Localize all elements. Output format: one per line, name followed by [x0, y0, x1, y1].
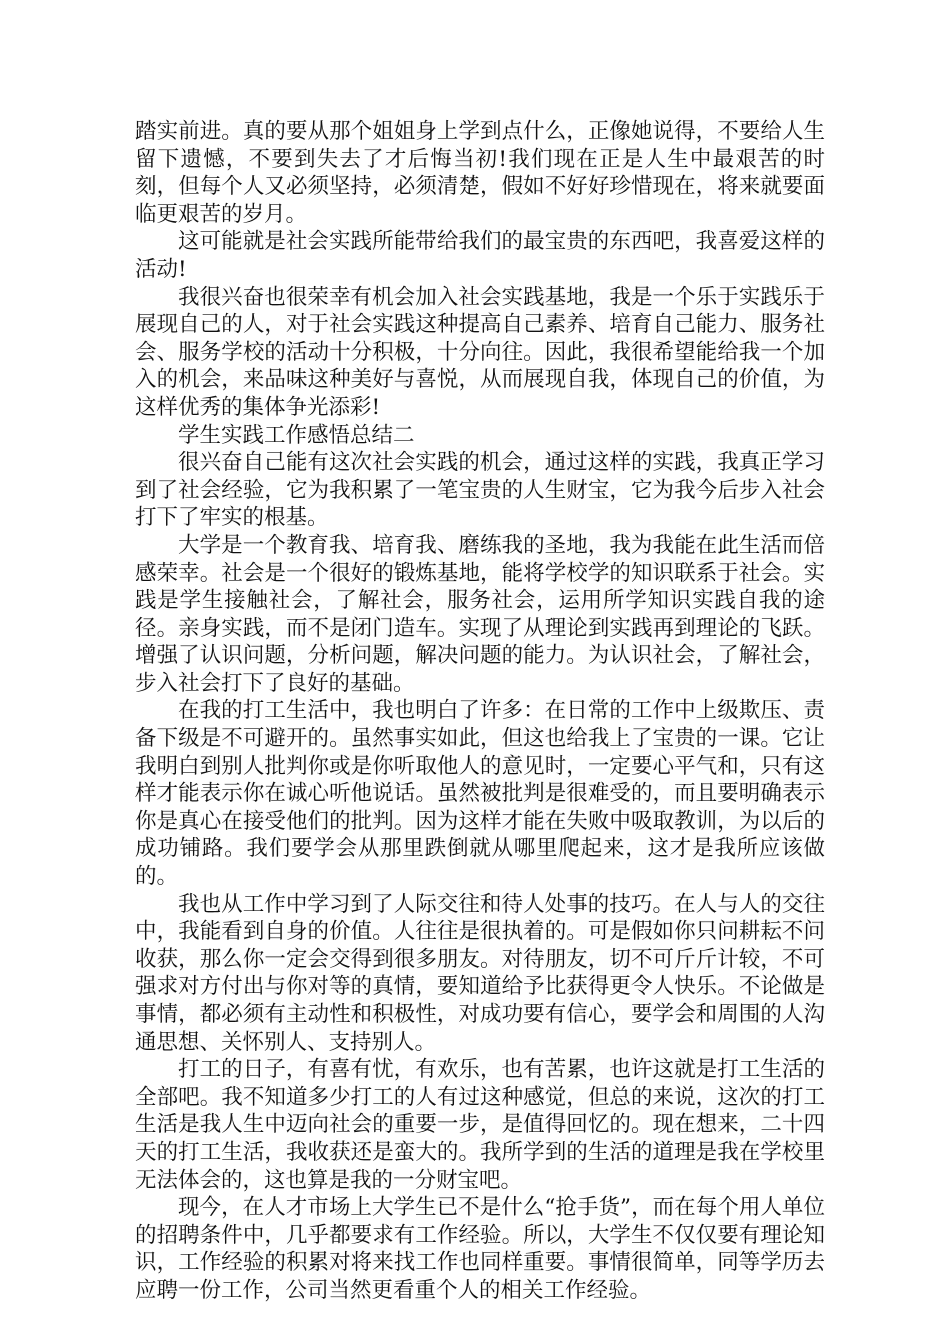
paragraph-10: 现今，在人才市场上大学生已不是什么“抢手货”，而在每个用人单位的招聘条件中，几乎都要求有工作经验。所以，大学生不仅仅要有理论知识，工作经验的积累对将来找工作也同样重要。事情很简单，同等学历去应聘一份工作，公司当然更看重个人的相关工作经验。 — [135, 1195, 825, 1303]
paragraph-7: 在我的打工生活中，我也明白了许多：在日常的工作中上级欺压、责备下级是不可避开的。虽然事实如此，但这也给我上了宝贵的一课。它让我明白到别人批判你或是你听取他人的意见时，一定要心平气和，只有这样才能表示你在诚心听他说话。虽然被批判是很难受的，而且要明确表示你是真心在接受他们的批判。因为这样才能在失败中吸取教训，为以后的成功铺路。我们要学会从那里跌倒就从哪里爬起来，这才是我所应该做的。 — [135, 698, 825, 890]
paragraph-9: 打工的日子，有喜有忧，有欢乐，也有苦累，也许这就是打工生活的全部吧。我不知道多少打工的人有过这种感觉，但总的来说，这次的打工生活是我人生中迈向社会的重要一步，是值得回忆的。现在想来，二十四天的打工生活，我收获还是蛮大的。我所学到的生活的道理是我在学校里无法体会的，这也算是我的一分财宝吧。 — [135, 1057, 825, 1193]
paragraph-1: 踏实前进。真的要从那个姐姐身上学到点什么，正像她说得，不要给人生留下遗憾，不要到失去了才后悔当初!我们现在正是人生中最艰苦的时刻，但每个人又必须坚持，必须清楚，假如不好好珍惜现在，将来就要面临更艰苦的岁月。 — [135, 119, 825, 227]
paragraph-5: 很兴奋自己能有这次社会实践的机会，通过这样的实践，我真正学习到了社会经验，它为我积累了一笔宝贵的人生财宝，它为我今后步入社会打下了牢实的根基。 — [135, 450, 825, 531]
section-heading: 学生实践工作感悟总结二 — [178, 422, 415, 448]
paragraph-6: 大学是一个教育我、培育我、磨练我的圣地，我为我能在此生活而倍感荣幸。社会是一个很好的锻炼基地，能将学校学的知识联系于社会。实践是学生接触社会，了解社会，服务社会，运用所学知识实践自我的途径。亲身实践，而不是闭门造车。实现了从理论到实践再到理论的飞跃。增强了认识问题，分析问题，解决问题的能力。为认识社会，了解社会，步入社会打下了良好的基础。 — [135, 532, 825, 696]
document-body — [135, 118, 825, 1305]
paragraph-8: 我也从工作中学习到了人际交往和待人处事的技巧。在人与人的交往中，我能看到自身的价值。人往往是很执着的。可是假如你只问耕耘不问收获，那么你一定会交得到很多朋友。对待朋友，切不可斤斤计较，不可强求对方付出与你对等的真情，要知道给予比获得更令人快乐。不论做是事情，都必须有主动性和积极性，对成功要有信心，要学会和周围的人沟通思想、关怀别人、支持别人。 — [135, 891, 825, 1055]
paragraph-3: 我很兴奋也很荣幸有机会加入社会实践基地，我是一个乐于实践乐于展现自己的人，对于社会实践这种提高自己素养、培育自己能力、服务社会、服务学校的活动十分积极，十分向往。因此，我很希望能给我一个加入的机会，来品味这种美好与喜悦，从而展现自我，体现自己的价值，为这样优秀的集体争光添彩! — [135, 284, 825, 420]
paragraph-2: 这可能就是社会实践所能带给我们的最宝贵的东西吧，我喜爱这样的活动! — [135, 229, 825, 282]
